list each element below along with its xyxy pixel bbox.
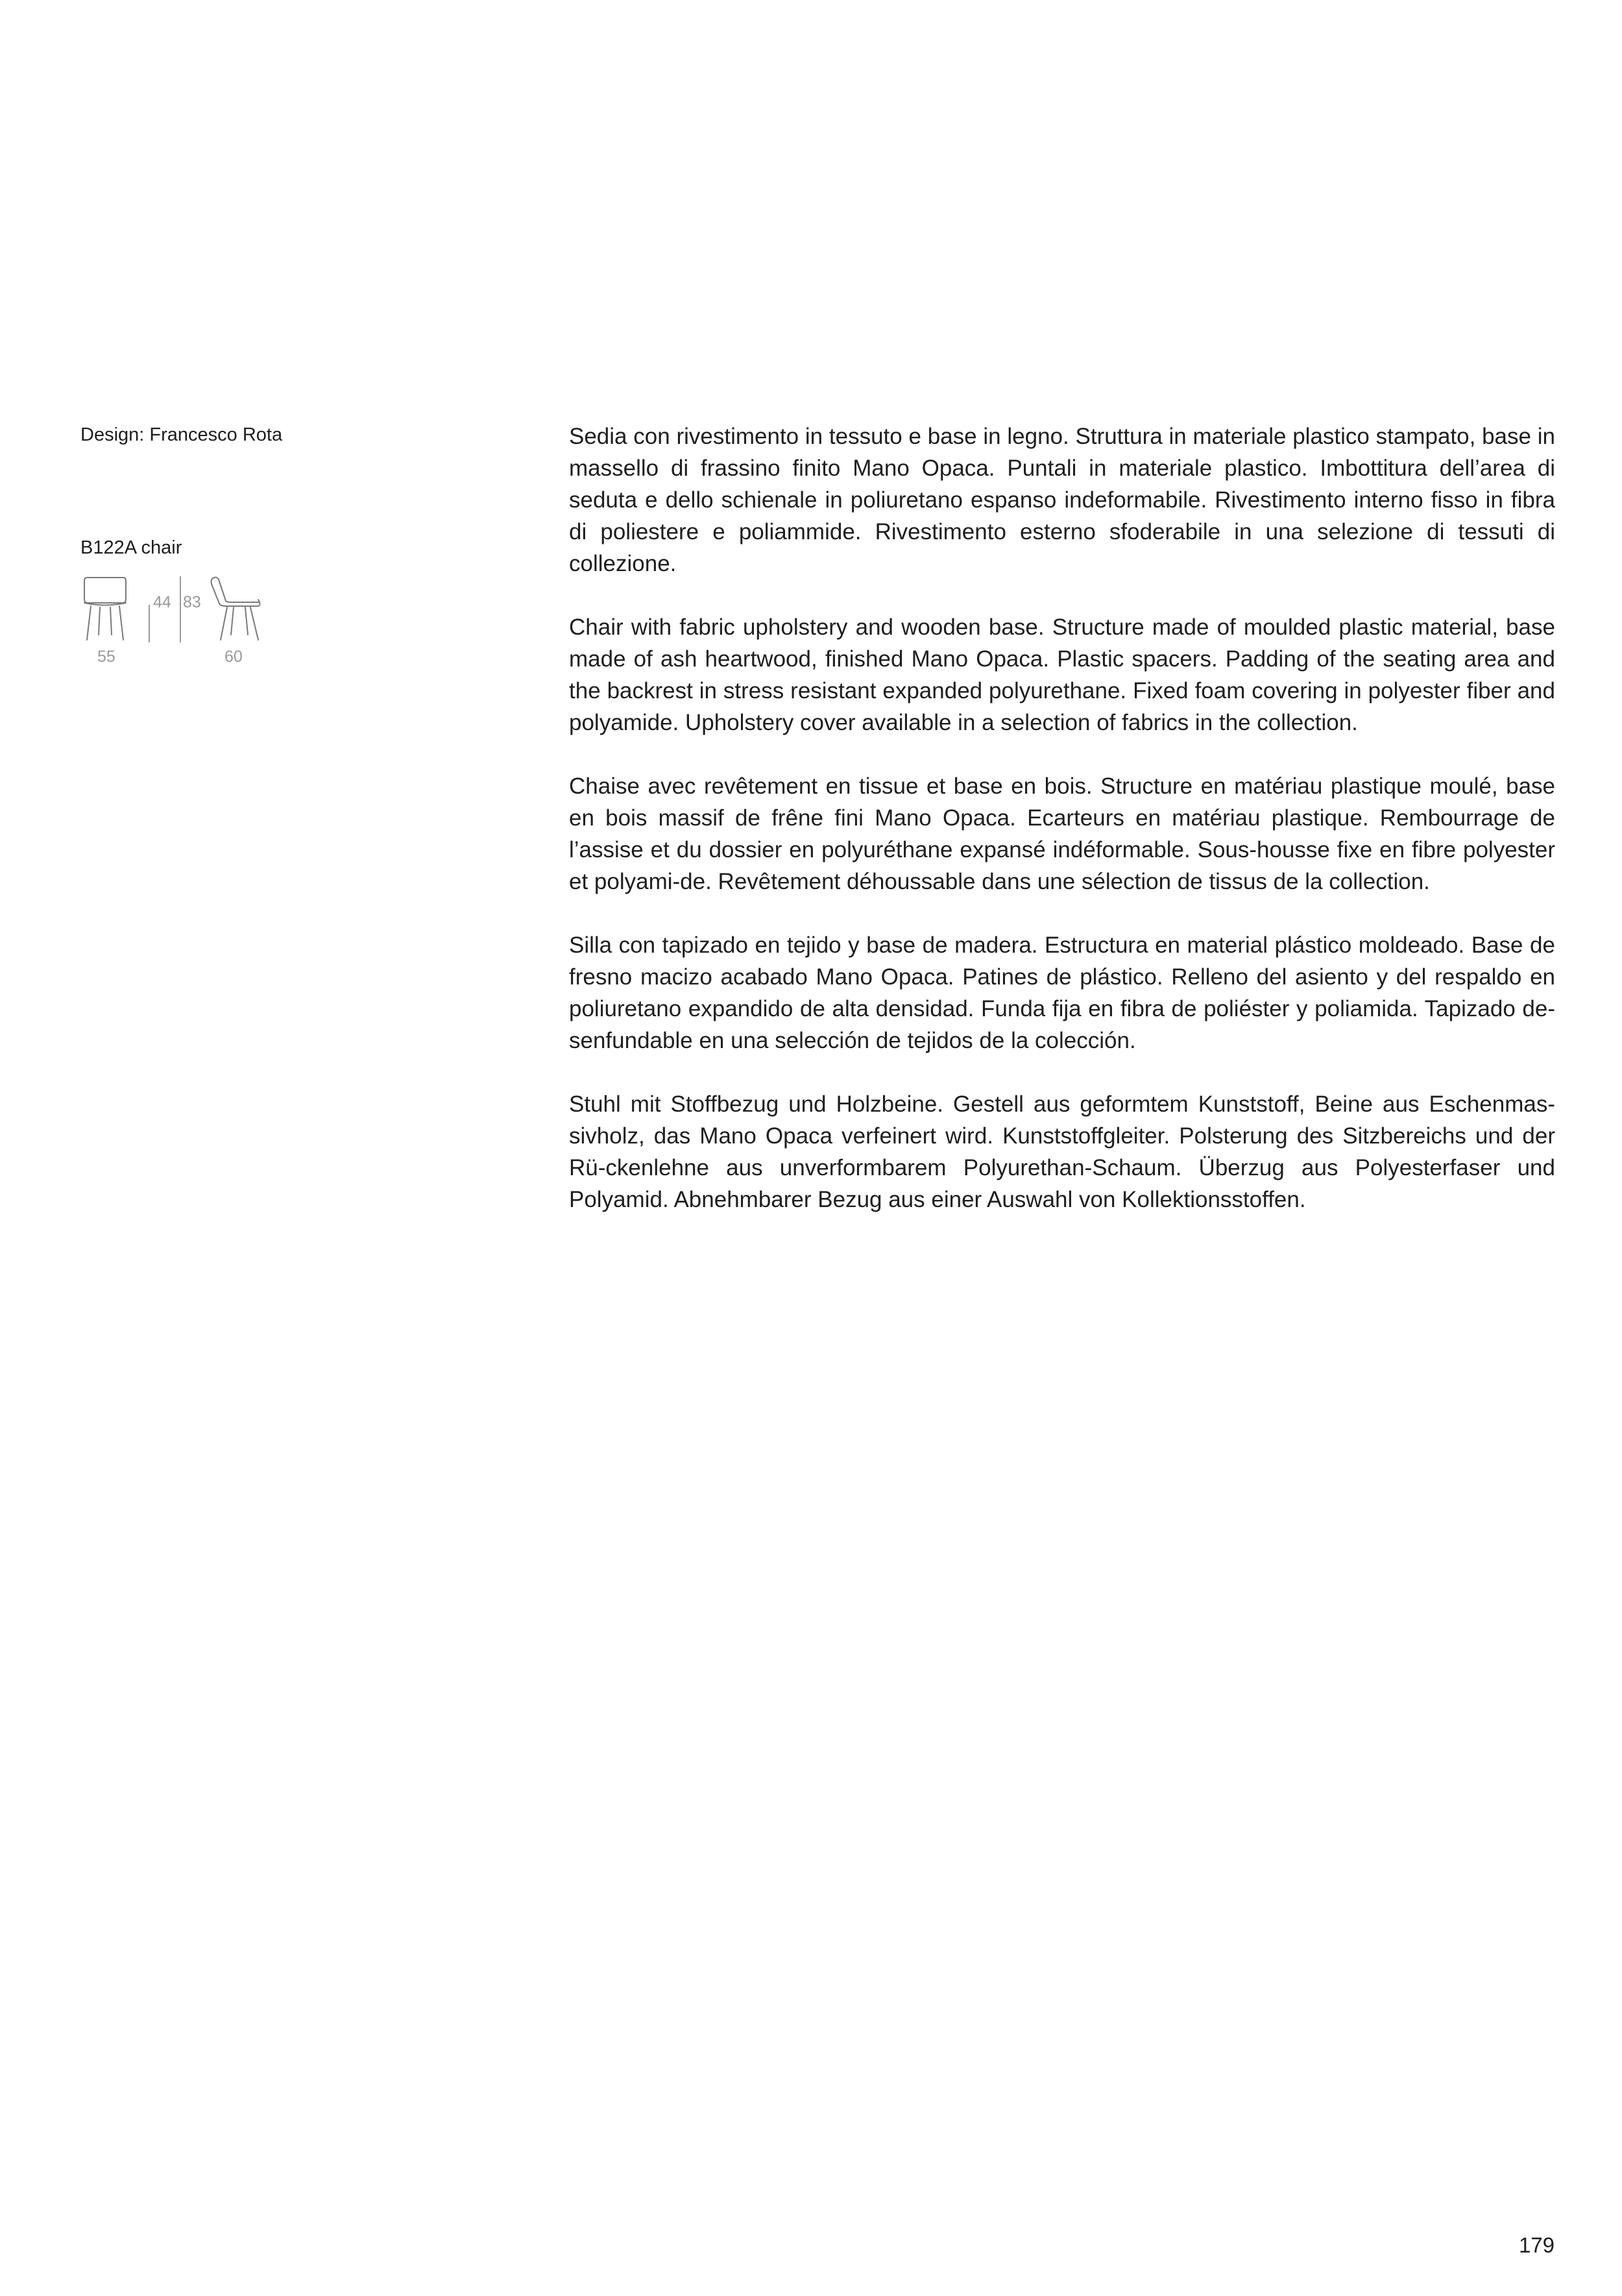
chair-side-view-icon [208, 575, 266, 646]
seat-height-value: 44 [153, 593, 171, 611]
product-sidebar [80, 422, 496, 666]
description-spanish: Silla con tapizado en tejido y base de madera. Estructura en material plástico moldeado. Base de fresno macizo acabado Mano Opaca. Patines de plástico. Relleno del asiento y del respaldo en poliuretano expandido de alta densidad. Funda fija en fibra de poliéster y poliamida. Tapizado de-senfundable en una selección de tejidos de la colección. [569, 933, 1555, 1053]
chair-width-value: 55 [97, 648, 115, 666]
description-english: Chair with fabric upholstery and wooden base. Structure made of moulded plastic material, base made of ash heartwood, finished Mano Opaca. Plastic spacers. Padding of the seating area and the backrest in stress resistant expanded polyurethane. Fixed foam covering in polyester fiber and polyamide. Upholstery cover available in a selection of fabrics in the collection. [569, 615, 1555, 735]
description-german: Stuhl mit Stoffbezug und Holzbeine. Gestell aus geformtem Kunststoff, Beine aus Eschenmas-sivholz, das Mano Opaca verfeinert wird. Kunststoffgleiter. Polsterung des Sitzbereichs und der Rü-ckenlehne aus unverformbarem Polyurethan-Schaum. Überzug aus Polyesterfaser und Polyamid. Abnehmbarer Bezug aus einer Auswahl von Kollektionsstoffen. [569, 1092, 1555, 1212]
designer-credit: Design: Francesco Rota [80, 424, 283, 445]
chair-dimension-diagram [80, 575, 275, 672]
chair-depth-value: 60 [224, 648, 243, 666]
total-height-value: 83 [183, 593, 201, 611]
description-french: Chaise avec revêtement en tissue et base en bois. Structure en matériau plastique moulé, base en bois massif de frêne fini Mano Opaca. Ecarteurs en matériau plastique. Rembourrage de l’assise et du dossier en polyuréthane expansé indéformable. Sous-housse fixe en fibre polyester et polyami-de. Revêtement déhoussable dans une sélection de tissus de la collection. [569, 774, 1555, 894]
description-italian: Sedia con rivestimento in tessuto e base in legno. Struttura in materiale plastico stampato, base in massello di frassino finito Mano Opaca. Puntali in materiale plastico. Imbottitura dell’area di seduta e dello schienale in poliuretano espanso indeformabile. Rivestimento interno fisso in fibra di poliestere e poliammide. Rivestimento esterno sfoderabile in una selezione di tessuti di collezione. [569, 424, 1555, 576]
product-descriptions [569, 421, 1555, 1247]
product-name: B122A chair [80, 537, 182, 558]
seat-height-line [148, 593, 152, 658]
page-number: 179 [1518, 2233, 1555, 2257]
chair-front-view-icon [80, 575, 132, 646]
total-height-line [179, 576, 183, 648]
